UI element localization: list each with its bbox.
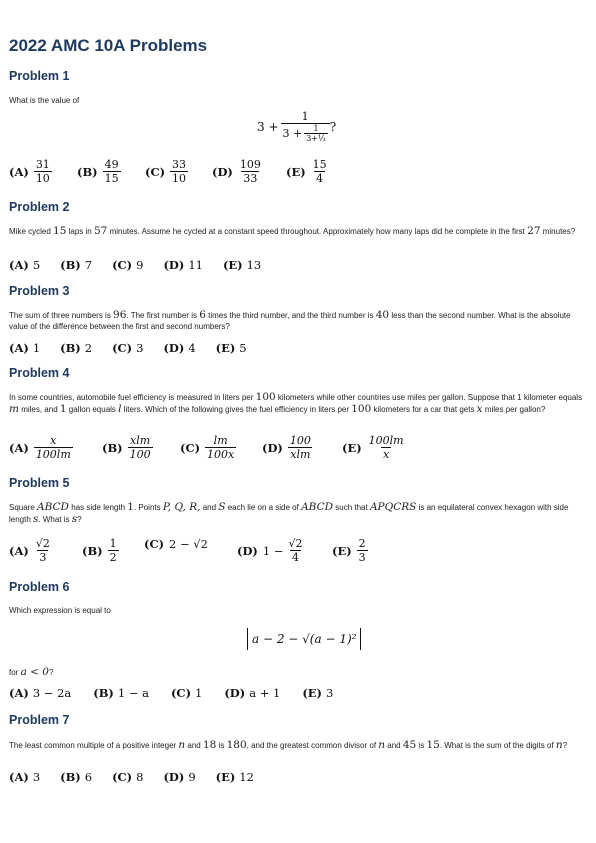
fraction-numerator: xlm: [130, 434, 151, 447]
choice-label: (E): [332, 543, 352, 558]
expr-den: [281, 123, 330, 143]
text-segment: less than the second number. What is the absolute value of the difference between the first and second numbers?: [9, 311, 571, 331]
choice-e: [332, 537, 368, 564]
choice-value: 5: [32, 258, 41, 272]
math-inline: 57: [93, 225, 108, 237]
math-inline: m: [9, 402, 19, 415]
choice-c: [112, 258, 143, 272]
math-inline: P, Q, R,: [162, 501, 201, 513]
choice-b: [60, 258, 92, 272]
choice-fraction: [288, 434, 313, 461]
math-inline: a < 0: [20, 666, 49, 678]
choice-label: (C): [144, 537, 165, 551]
choice-value: 7: [84, 258, 93, 272]
expr-inner-num: 1: [313, 124, 319, 133]
fraction-numerator: lm: [213, 434, 228, 447]
problem-6-text: Which expression is equal to: [9, 606, 111, 615]
text-segment: gallon equals: [66, 404, 119, 414]
choice-a: [9, 258, 40, 272]
math-inline: n: [555, 739, 563, 751]
choice-a: [9, 537, 52, 564]
choice-label: (B): [60, 770, 81, 784]
choice-label: (B): [60, 258, 81, 272]
fraction-denominator: xlm: [290, 448, 311, 461]
fraction-denominator: 4: [316, 172, 324, 185]
math-inline: 96: [113, 309, 127, 321]
choice-label: (D): [224, 686, 246, 700]
choice-label: (C): [112, 770, 133, 784]
math-inline: ABCD: [37, 501, 69, 513]
choice-label: (C): [170, 686, 192, 700]
choice-label: (A): [9, 770, 29, 784]
problem-1-heading: Problem 1: [9, 69, 70, 83]
expr-inner-fraction: [304, 124, 328, 143]
text-segment: is: [416, 741, 427, 750]
choice-fraction: [311, 158, 329, 185]
fraction-denominator: x: [383, 448, 390, 461]
fraction-numerator: 100lm: [368, 434, 404, 447]
math-inline: n: [378, 739, 386, 751]
choice-d: [262, 434, 313, 461]
choice-e: [216, 341, 247, 355]
choice-label: (D): [163, 770, 185, 784]
choice-value: 12: [239, 770, 254, 784]
choice-c: [144, 537, 208, 551]
choice-label: (E): [342, 440, 362, 455]
expr-inner-den: 3+⅓: [306, 134, 326, 143]
choice-value: 6: [84, 770, 93, 784]
fraction-denominator: 100lm: [35, 448, 71, 461]
choice-value: 3: [32, 770, 41, 784]
choice-value: 11: [188, 258, 203, 272]
fraction-denominator: 10: [35, 172, 50, 185]
math-inline: 45: [402, 739, 417, 751]
choice-value: 1: [32, 341, 41, 355]
text-segment: is: [216, 741, 227, 750]
math-inline: n: [178, 739, 186, 751]
text-segment: ?: [48, 668, 54, 677]
choice-c: [180, 434, 236, 461]
problem-7-choices: [9, 770, 274, 784]
text-segment: minutes?: [540, 227, 576, 236]
expr-fraction: [281, 110, 330, 143]
choice-d: [163, 770, 195, 784]
choice-label: (B): [93, 686, 114, 700]
text-segment: such that: [333, 503, 370, 512]
math-inline: ABCD: [301, 501, 334, 513]
math-inline: 1: [59, 402, 67, 415]
text-segment: . What is: [38, 514, 72, 524]
choice-label: (E): [302, 686, 322, 700]
math-inline: s: [71, 512, 78, 525]
problem-7-heading: Problem 7: [9, 713, 70, 727]
choice-label: (B): [82, 543, 103, 558]
choice-fraction: [205, 434, 236, 461]
math-inline: x: [476, 402, 483, 415]
text-segment: and: [200, 503, 219, 512]
choice-c: [145, 158, 188, 185]
problem-6-choices: [9, 686, 355, 700]
text-segment: times the third number, and the third number is: [205, 311, 376, 320]
fraction-numerator: 100: [289, 434, 311, 447]
text-segment: Square: [9, 503, 38, 512]
math-inline: 6: [199, 309, 206, 321]
choice-e: [223, 258, 261, 272]
problem-2-heading: Problem 2: [9, 200, 70, 214]
choice-label: (D): [163, 341, 185, 355]
text-segment: and: [185, 741, 203, 750]
fraction-denominator: 10: [172, 172, 187, 185]
fraction-denominator: 100x: [207, 448, 235, 461]
fraction-numerator: 109: [239, 158, 261, 171]
choice-fraction: [286, 537, 304, 564]
problem-3-text: [9, 310, 587, 332]
choice-fraction: [238, 158, 263, 185]
choice-label: (C): [112, 341, 133, 355]
math-inline: 1: [127, 501, 134, 513]
choice-label: (D): [163, 258, 185, 272]
choice-b: [60, 770, 92, 784]
text-segment: The least common multiple of a positive integer: [9, 741, 179, 750]
choice-e: [342, 434, 406, 461]
math-inline: APQCRS: [369, 501, 417, 513]
text-segment: . Points: [133, 503, 163, 512]
problem-3-heading: Problem 3: [9, 284, 70, 298]
text-segment: minutes. Assume he cycled at a constant speed throughout. Approximately how many laps did he complete in the first: [107, 227, 528, 236]
choice-d: [163, 258, 203, 272]
choice-value: 3 − 2a: [32, 686, 72, 700]
math-inline: 100: [255, 391, 276, 403]
text-segment: each lie on a side of: [225, 503, 302, 512]
problem-7-text: [9, 740, 587, 752]
choice-label: (A): [9, 543, 29, 558]
choice-fraction: [128, 434, 153, 461]
problem-5-choices: [9, 537, 589, 571]
text-segment: laps in: [66, 227, 94, 236]
fraction-denominator: 3: [358, 551, 366, 564]
problem-5-text: [9, 502, 587, 525]
text-segment: Mike cycled: [9, 227, 54, 236]
choice-fraction: [170, 158, 188, 185]
text-segment: has side length: [68, 503, 128, 512]
text-segment: , and the greatest common divisor of: [246, 741, 379, 750]
fraction-denominator: 33: [243, 172, 258, 185]
problem-6-expression: a − 2 − √(a − 1)²: [247, 628, 361, 650]
math-inline: 15: [53, 225, 67, 237]
choice-label: (B): [77, 164, 98, 179]
problem-4-heading: Problem 4: [9, 366, 70, 380]
choice-label: (E): [222, 258, 243, 272]
choice-value: 13: [246, 258, 262, 272]
math-inline: 18: [202, 739, 217, 751]
choice-a: [9, 686, 71, 700]
choice-label: (D): [237, 543, 258, 558]
text-segment: The sum of three numbers is: [9, 311, 114, 320]
text-segment: and: [385, 741, 403, 750]
choice-b: [77, 158, 121, 185]
choice-fraction: [34, 158, 52, 185]
choice-d: [212, 158, 263, 185]
fraction-numerator: 15: [312, 158, 327, 171]
choice-label: (A): [9, 686, 29, 700]
fraction-numerator: √2: [35, 537, 50, 550]
text-segment: miles, and: [18, 404, 60, 414]
text-segment: is an equilateral convex hexagon with side length: [9, 503, 569, 524]
choice-label: (B): [60, 341, 81, 355]
text-segment: . What is the sum of the digits of: [439, 741, 556, 750]
fraction-denominator: 2: [109, 551, 117, 564]
fraction-denominator: 3: [39, 551, 47, 564]
choice-value: 2 − √2: [169, 537, 208, 551]
choice-b: [102, 434, 153, 461]
math-inline: 100: [351, 402, 372, 415]
choice-d: [224, 686, 280, 700]
choice-d: [163, 341, 195, 355]
expr-den-lead: 3 +: [282, 127, 303, 140]
fraction-denominator: 100: [129, 448, 151, 461]
text-segment: for: [9, 668, 21, 677]
choice-label: (E): [215, 770, 236, 784]
text-segment: kilometers while other countries use miles per gallon. Suppose that 1 kilometer equals: [275, 393, 583, 402]
math-inline: 180: [226, 739, 247, 751]
problem-2-text: [9, 226, 587, 238]
choice-value: 1: [195, 686, 203, 700]
fraction-numerator: 2: [358, 537, 366, 550]
choice-value: 2: [84, 341, 93, 355]
text-segment: kilometers for a car that gets: [371, 404, 477, 414]
choice-e: [216, 770, 254, 784]
problem-4-text: [9, 392, 587, 415]
math-inline: 15: [426, 739, 440, 751]
choice-a: [9, 158, 52, 185]
choice-d: [237, 537, 304, 564]
choice-value: 3: [326, 686, 334, 700]
fraction-numerator: 33: [172, 158, 187, 171]
problem-4-choices: [9, 434, 589, 468]
choice-fraction: [103, 158, 121, 185]
choice-c: [112, 341, 143, 355]
choice-a: [9, 341, 40, 355]
fraction-numerator: x: [50, 434, 57, 447]
math-inline: 27: [527, 225, 541, 237]
page-title: 2022 AMC 10A Problems: [9, 36, 208, 55]
choice-fraction: [108, 537, 119, 564]
text-segment: miles per gallon?: [482, 404, 546, 414]
problem-1-expression: [257, 110, 336, 143]
choice-b: [60, 341, 92, 355]
choice-value: 9: [136, 258, 144, 272]
choice-c: [171, 686, 202, 700]
text-segment: In some countries, automobile fuel efficiency is measured in liters per: [9, 393, 256, 402]
problem-1-choices: [9, 158, 589, 190]
choice-e: [302, 686, 333, 700]
math-inline: s: [33, 512, 39, 525]
math-inline: l: [118, 402, 122, 415]
choice-label: (E): [215, 341, 236, 355]
expr-lead: 3 +: [257, 119, 279, 134]
choice-a: [9, 434, 73, 461]
choice-fraction: [34, 434, 73, 461]
choice-label: (A): [9, 341, 29, 355]
fraction-numerator: 49: [104, 158, 119, 171]
choice-value: 8: [136, 770, 144, 784]
fraction-numerator: 1: [109, 537, 117, 550]
choice-value: 1 − a: [117, 686, 149, 700]
choice-value: a + 1: [249, 686, 281, 700]
choice-fraction: [34, 537, 52, 564]
choice-label: (C): [145, 164, 166, 179]
choice-label: (E): [286, 164, 306, 179]
problem-3-choices: [9, 341, 267, 355]
choice-a: [9, 770, 40, 784]
choice-value: 4: [188, 341, 196, 355]
text-segment: . The first number is: [126, 311, 200, 320]
choice-e: [286, 158, 329, 185]
choice-label: (B): [102, 440, 123, 455]
math-inline: 40: [375, 309, 390, 321]
choice-label: (A): [9, 440, 29, 455]
choice-b: [93, 686, 149, 700]
choice-label: (D): [212, 164, 233, 179]
choice-label: (C): [112, 258, 133, 272]
fraction-numerator: 31: [35, 158, 50, 171]
text-segment: ?: [77, 514, 82, 524]
choice-value: 5: [239, 341, 247, 355]
problem-1-text: What is the value of: [9, 96, 80, 105]
choice-label: (A): [9, 164, 29, 179]
choice-c: [112, 770, 143, 784]
fraction-numerator: √2: [288, 537, 303, 550]
problem-6-after: [9, 667, 587, 679]
fraction-denominator: 4: [291, 551, 299, 564]
problem-5-heading: Problem 5: [9, 476, 70, 490]
text-segment: liters. Which of the following gives the fuel efficiency in liters per: [121, 404, 352, 414]
expr-tail: ?: [329, 120, 337, 134]
expr-num: 1: [301, 110, 309, 123]
problem-6-heading: Problem 6: [9, 580, 70, 594]
choice-fraction: [367, 434, 406, 461]
problem-2-choices: [9, 258, 281, 272]
choice-label: (C): [180, 440, 201, 455]
choice-label: (D): [262, 440, 283, 455]
choice-b: [82, 537, 119, 564]
choice-value: 3: [136, 341, 144, 355]
fraction-denominator: 15: [104, 172, 119, 185]
choice-fraction: [357, 537, 368, 564]
math-inline: S: [218, 501, 226, 513]
text-segment: ?: [562, 741, 568, 750]
choice-prefix: 1 −: [262, 543, 284, 558]
choice-label: (A): [9, 258, 29, 272]
choice-value: 9: [188, 770, 196, 784]
